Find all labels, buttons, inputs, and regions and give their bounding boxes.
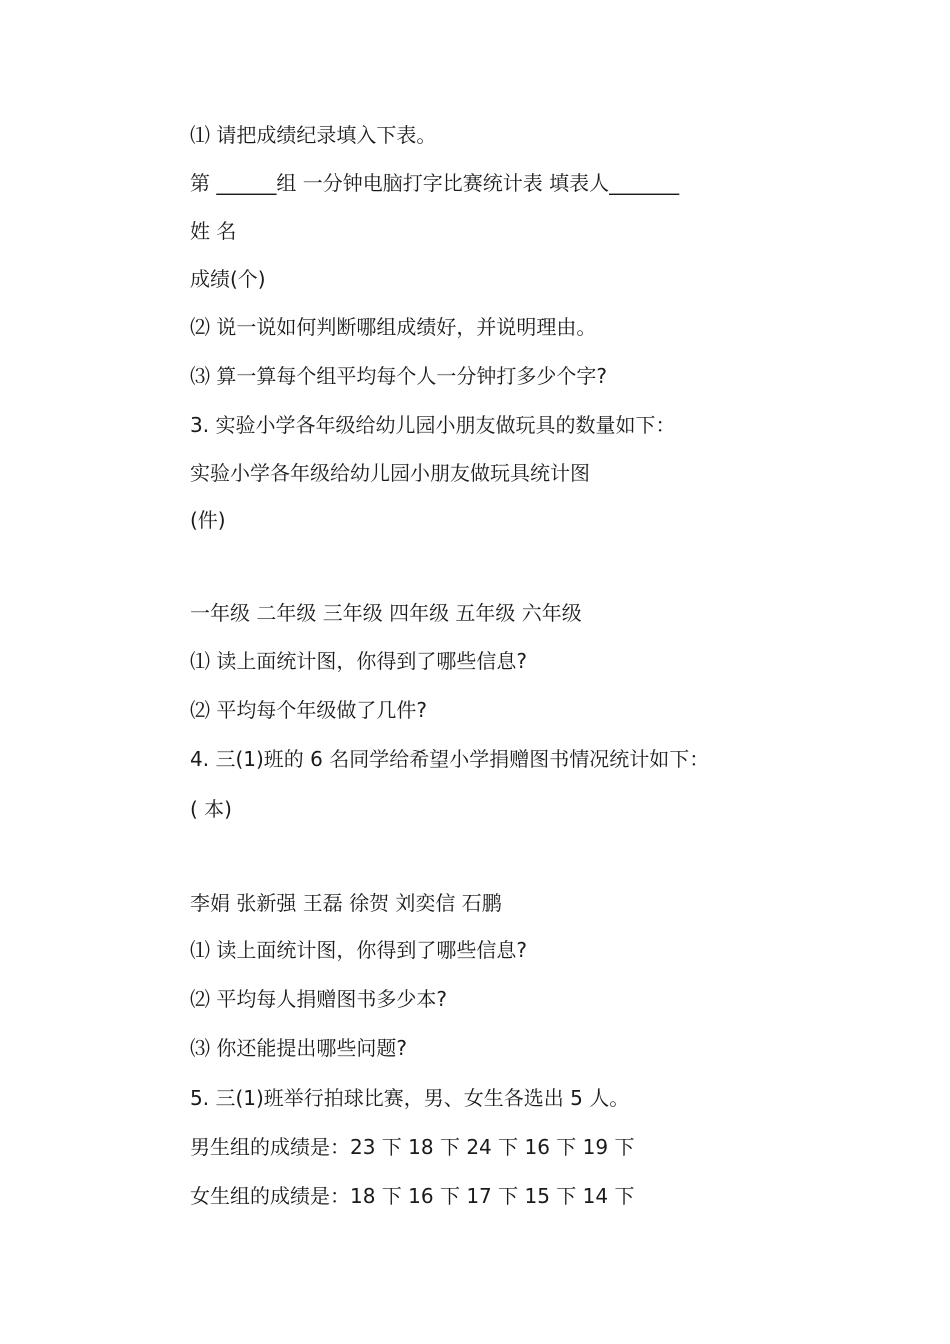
girls-scores: 女生组的成绩是：18 下 16 下 17 下 15 下 14 下 [190, 1184, 635, 1208]
question-2-1: ⑴ 请把成绩纪录填入下表。 [190, 123, 437, 147]
chart-3-title: 实验小学各年级给幼儿园小朋友做玩具统计图 [190, 461, 590, 485]
boys-scores: 男生组的成绩是：23 下 18 下 24 下 16 下 19 下 [190, 1135, 635, 1159]
question-3-2: ⑵ 平均每个年级做了几件? [190, 698, 427, 722]
question-2-3: ⑶ 算一算每个组平均每个人一分钟打多少个字? [190, 364, 607, 388]
table-header-score: 成绩(个) [190, 267, 266, 291]
chart-4-unit: ( 本) [190, 797, 232, 821]
question-3-heading: 3. 实验小学各年级给幼儿园小朋友做玩具的数量如下： [190, 413, 676, 437]
question-4-2: ⑵ 平均每人捐赠图书多少本? [190, 987, 447, 1011]
question-4-3: ⑶ 你还能提出哪些问题? [190, 1036, 407, 1060]
table-title-line: 第 ______组 一分钟电脑打字比赛统计表 填表人_______ [190, 171, 680, 195]
question-2-2: ⑵ 说一说如何判断哪组成绩好，并说明理由。 [190, 315, 597, 339]
question-4-heading: 4. 三(1)班的 6 名同学给希望小学捐赠图书情况统计如下： [190, 747, 710, 771]
question-5-heading: 5. 三(1)班举行拍球比赛，男、女生各选出 5 人。 [190, 1086, 630, 1110]
question-4-1: ⑴ 读上面统计图，你得到了哪些信息? [190, 938, 527, 962]
chart-4-categories: 李娟 张新强 王磊 徐贺 刘奕信 石鹏 [190, 891, 502, 915]
chart-3-categories: 一年级 二年级 三年级 四年级 五年级 六年级 [190, 601, 582, 625]
question-3-1: ⑴ 读上面统计图，你得到了哪些信息? [190, 649, 527, 673]
chart-3-unit: (件) [190, 508, 226, 532]
table-header-name: 姓 名 [190, 219, 237, 243]
